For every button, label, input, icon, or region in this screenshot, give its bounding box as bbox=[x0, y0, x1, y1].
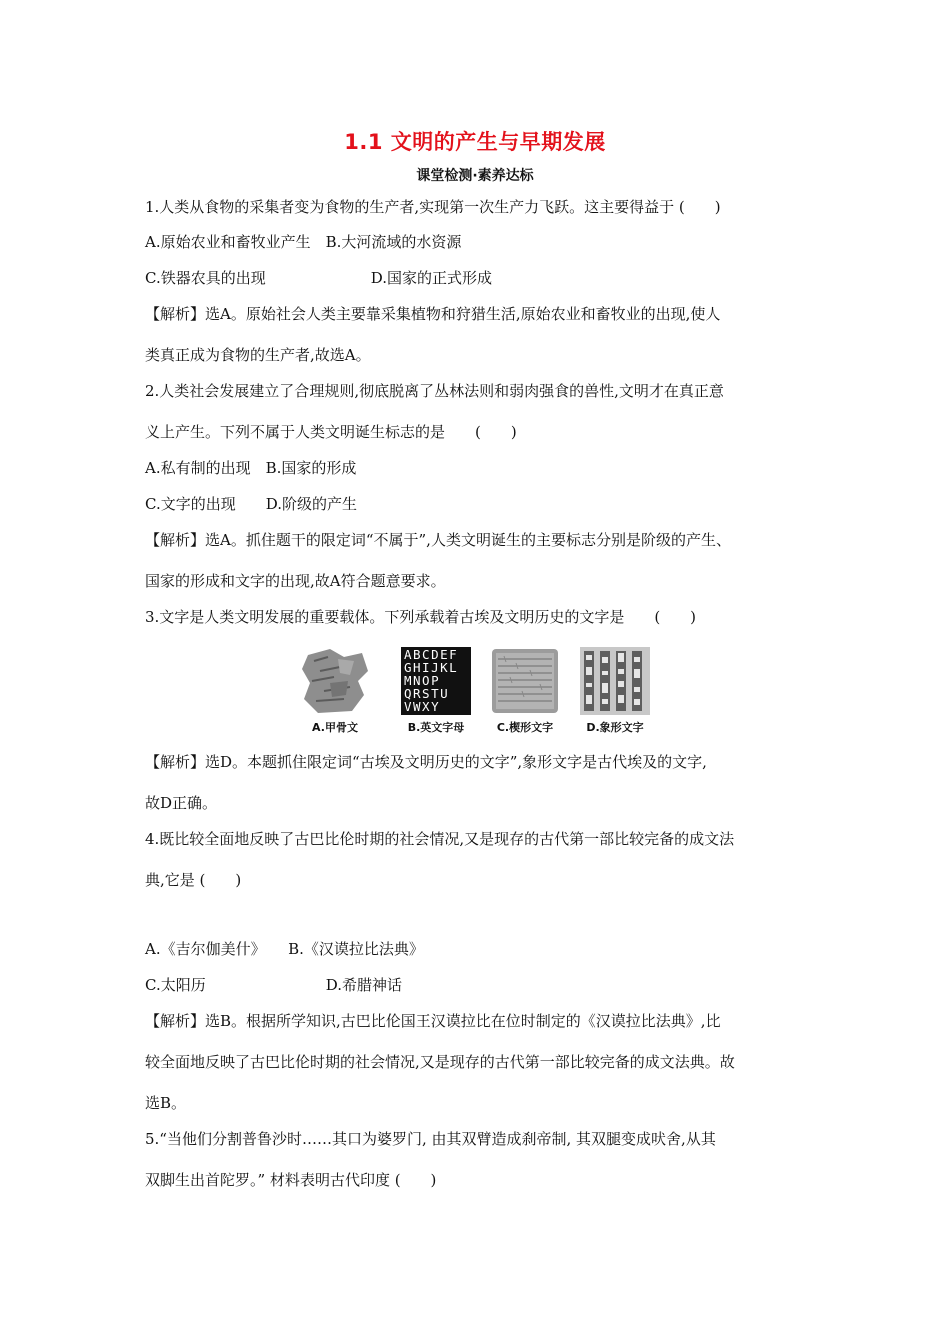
caption-cuneiform: C.楔形文字 bbox=[496, 721, 554, 734]
question-4-stem: 4.既比较全面地反映了古巴比伦时期的社会情况,又是现存的古代第一部比较完备的成文法 bbox=[145, 830, 735, 848]
question-2-stem: 2.人类社会发展建立了合理规则,彻底脱离了丛林法则和弱肉强食的兽性,文明才在真正意 bbox=[145, 382, 724, 400]
caption-oracle-bone: A.甲骨文 bbox=[312, 721, 358, 734]
question-5-stem: 5.“当他们分割普鲁沙时……其口为婆罗门, 由其双臂造成刹帝制, 其双腿变成吠舍,从其 bbox=[145, 1130, 716, 1148]
question-4-analysis: 【解析】选B。根据所学知识,古巴比伦国王汉谟拉比在位时制定的《汉谟拉比法典》,比 bbox=[145, 1012, 721, 1030]
hieroglyphs-image bbox=[580, 647, 650, 715]
question-4-stem-cont: 典,它是 ( ) bbox=[145, 871, 242, 889]
question-3-analysis: 【解析】选D。本题抓住限定词“古埃及文明历史的文字”,象形文字是古代埃及的文字, bbox=[145, 753, 707, 771]
page-title: 1.1 文明的产生与早期发展 bbox=[344, 130, 606, 154]
question-4-analysis-end: 选B。 bbox=[145, 1094, 187, 1112]
section-subtitle: 课堂检测·素养达标 bbox=[416, 168, 534, 184]
question-1-analysis-cont: 类真正成为食物的生产者,故选A。 bbox=[145, 346, 371, 364]
question-5-stem-cont: 双脚生出首陀罗。” 材料表明古代印度 ( ) bbox=[145, 1171, 437, 1189]
writing-systems-figure bbox=[300, 647, 660, 737]
question-4-analysis-cont: 较全面地反映了古巴比伦时期的社会情况,又是现存的古代第一部比较完备的成文法典。故 bbox=[145, 1053, 735, 1071]
english-alphabet-image bbox=[401, 647, 471, 727]
question-1-analysis: 【解析】选A。原始社会人类主要靠采集植物和狩猎生活,原始农业和畜牧业的出现,使人 bbox=[145, 305, 721, 323]
caption-english-alphabet: B.英文字母 bbox=[407, 721, 465, 734]
question-2-options-ab: A.私有制的出现 B.国家的形成 bbox=[145, 459, 357, 477]
question-2-stem-cont: 义上产生。下列不属于人类文明诞生标志的是 ( ) bbox=[145, 423, 517, 441]
question-2-analysis-cont: 国家的形成和文字的出现,故A符合题意要求。 bbox=[145, 572, 446, 590]
question-1-stem: 1.人类从食物的采集者变为食物的生产者,实现第一次生产力飞跃。这主要得益于 ( ) bbox=[145, 198, 721, 216]
question-3-stem: 3.文字是人类文明发展的重要载体。下列承载着古埃及文明历史的文字是 ( ) bbox=[145, 608, 697, 626]
question-3-analysis-cont: 故D正确。 bbox=[145, 794, 218, 812]
question-2-analysis: 【解析】选A。抓住题干的限定词“不属于”,人类文明诞生的主要标志分别是阶级的产生、 bbox=[145, 531, 731, 549]
question-1-options-ab: A.原始农业和畜牧业产生 B.大河流域的水资源 bbox=[145, 233, 462, 251]
question-4-options-cd: C.太阳历 D.希腊神话 bbox=[145, 976, 402, 994]
question-2-options-cd: C.文字的出现 D.阶级的产生 bbox=[145, 495, 357, 513]
caption-hieroglyphs: D.象形文字 bbox=[586, 721, 644, 734]
question-4-options-ab: A.《吉尔伽美什》 B.《汉谟拉比法典》 bbox=[145, 940, 424, 958]
alphabet-letters: ABCDEF GHIJKL MNOP QRSTU VWXY Z bbox=[404, 647, 459, 727]
question-1-options-cd: C.铁器农具的出现 D.国家的正式形成 bbox=[145, 269, 492, 287]
cuneiform-tablet-image bbox=[490, 647, 560, 715]
oracle-bone-image bbox=[300, 647, 370, 715]
